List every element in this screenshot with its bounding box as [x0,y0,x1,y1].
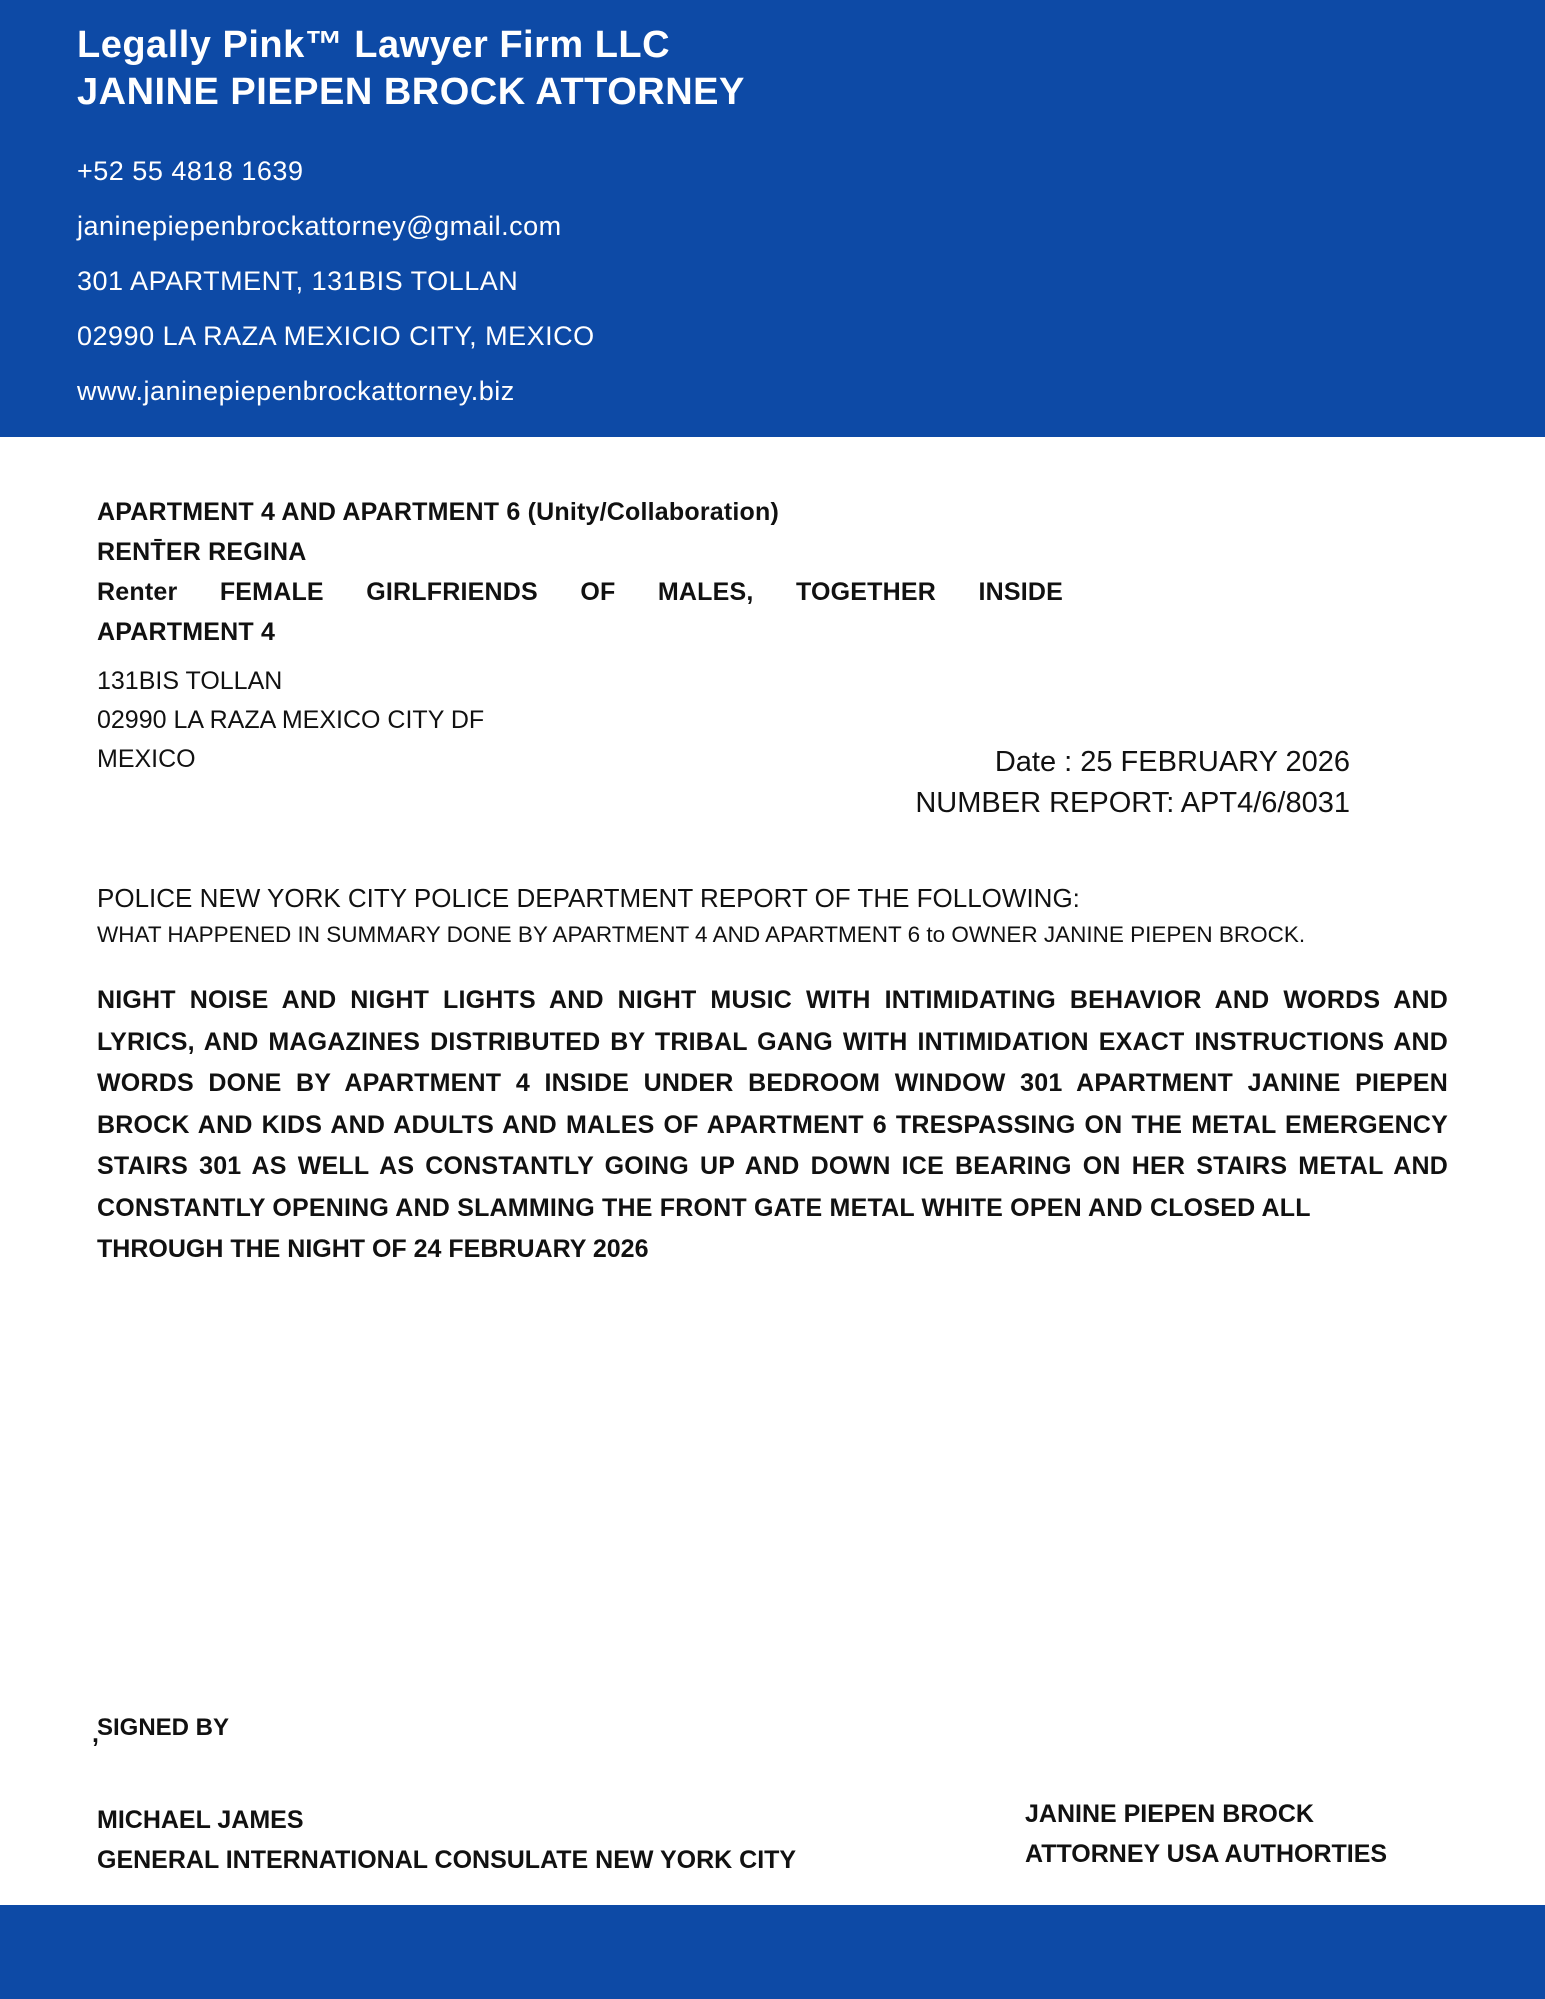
signatory-right [1025,1794,1387,1874]
signatory-left-title: GENERAL INTERNATIONAL CONSULATE NEW YORK CITY [97,1846,797,1874]
recipient-renter-description: Renter FEMALE GIRLFRIENDS OF MALES, TOGETHER INSIDE [97,578,1063,606]
attorney-name: JANINE PIEPEN BROCK ATTORNEY [77,71,745,113]
signature-section [97,1712,1448,1902]
letterhead [0,0,1545,437]
report-meta [915,742,1350,824]
report-intro [97,880,1448,953]
report-number: NUMBER REPORT: APT4/6/8031 [915,787,1350,819]
letterhead-contact-block [77,144,1505,419]
signatory-right-title: ATTORNEY USA AUTHORTIES [1025,1840,1388,1868]
report-statement-last-line: THROUGH THE NIGHT OF 24 FEBRUARY 2026 [97,1235,649,1263]
website-url: www.janinepiepenbrockattorney.biz [77,376,515,406]
report-statement-paragraph: NIGHT NOISE AND NIGHT LIGHTS AND NIGHT MUSIC WITH INTIMIDATING BEHAVIOR AND WORDS AND LYRICS, AND MAGAZINES DISTRIBUTED BY TRIBAL GANG WITH INTIMIDATION EXACT INSTRUCTIONS AND WORDS DONE BY APARTMENT 4 INSIDE UNDER BEDROOM WINDOW 301 APARTMENT JANINE PIEPEN BROCK AND KIDS AND ADULTS AND MALES OF APARTMENT 6 TRESPASSING ON THE METAL EMERGENCY STAIRS 301 AS WELL AS CONSTANTLY GOING UP AND DOWN ICE BEARING ON HER STAIRS METAL AND CONSTANTLY OPENING AND SLAMMING THE FRONT GATE METAL WHITE OPEN AND CLOSED ALL [97,986,1448,1222]
phone-number: +52 55 4818 1639 [77,156,304,186]
firm-name: Legally Pink™ Lawyer Firm LLC [77,24,671,66]
report-intro-line2: WHAT HAPPENED IN SUMMARY DONE BY APARTMENT 4 AND APARTMENT 6 to OWNER JANINE PIEPEN BROCK. [97,922,1306,947]
recipient-renter-name: RENT̄ER REGINA [97,538,307,566]
recipient-apartment-number: APARTMENT 4 [97,618,276,646]
report-date: Date : 25 FEBRUARY 2026 [994,746,1350,778]
recipient-block [97,492,1063,652]
office-address-line2: 02990 LA RAZA MEXICIO CITY, MEXICO [77,321,595,351]
document-body [92,437,1448,1905]
address-and-meta-row [97,662,1448,819]
footer-bar [0,1905,1545,1999]
recipient-address-line3: MEXICO [97,745,196,773]
report-intro-line1: POLICE NEW YORK CITY POLICE DEPARTMENT REPORT OF THE FOLLOWING: [97,883,1080,913]
recipient-apartments-line: APARTMENT 4 AND APARTMENT 6 (Unity/Collaboration) [97,498,780,526]
signatory-right-name: JANINE PIEPEN BROCK [1025,1800,1314,1828]
signed-by-label: SIGNED BY [97,1714,230,1741]
recipient-address-line2: 02990 LA RAZA MEXICO CITY DF [97,706,485,734]
recipient-address-line1: 131BIS TOLLAN [97,667,283,695]
email-address: janinepiepenbrockattorney@gmail.com [77,211,562,241]
signatory-left [97,1800,796,1880]
stray-comma: , [92,1720,99,1748]
office-address-line1: 301 APARTMENT, 131BIS TOLLAN [77,266,519,296]
signatory-left-name: MICHAEL JAMES [97,1806,304,1834]
